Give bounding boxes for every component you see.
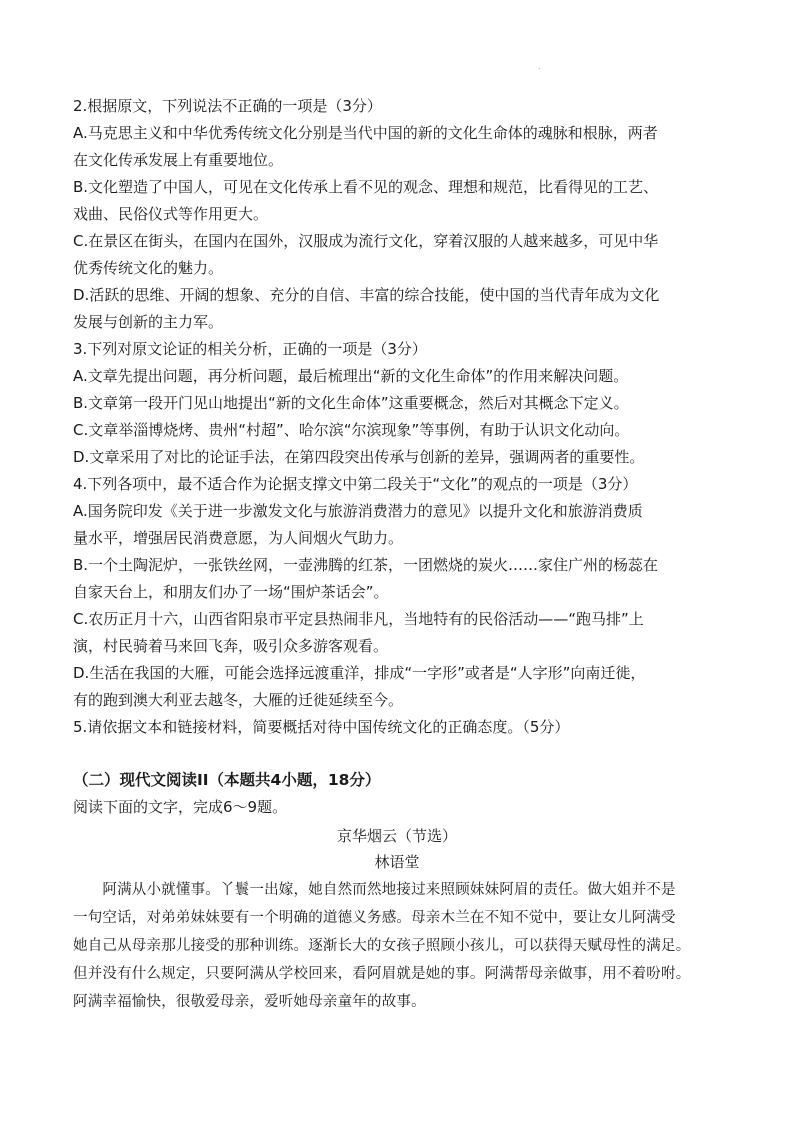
q4-option-b-line1: B.一个土陶泥炉，一张铁丝网，一壶沸腾的红茶，一团燃烧的炭火……家住广州的杨蕊在 bbox=[73, 556, 659, 574]
passage-title: 京华烟云（节选） bbox=[336, 827, 457, 845]
instruction: 阅读下面的文字，完成6～9题。 bbox=[73, 798, 288, 816]
q2-option-b-line1: B.文化塑造了中国人，可见在文化传承上看不见的观念、理想和规范，比看得见的工艺、 bbox=[73, 178, 659, 196]
top-mark: . bbox=[538, 62, 541, 71]
q4-option-b-line2: 自家天台上，和朋友们办了一场“围炉茶话会”。 bbox=[73, 583, 389, 601]
q2-option-d-line1: D.活跃的思维、开阔的想象、充分的自信、丰富的综合技能，使中国的当代青年成为文化 bbox=[73, 286, 660, 304]
passage-line-3: 她自己从母亲那儿接受的那种训练。逐渐长大的女孩子照顾小孩儿，可以获得天赋母性的满足。 bbox=[73, 938, 691, 954]
question-4-stem: 4.下列各项中，最不适合作为论据支撑文中第二段关于“文化”的观点的一项是（3分） bbox=[73, 475, 638, 493]
q3-option-b: B.文章第一段开门见山地提出“新的文化生命体”这重要概念，然后对其概念下定义。 bbox=[73, 394, 629, 412]
q2-option-c-line1: C.在景区在街头，在国内在国外，汉服成为流行文化，穿着汉服的人越来越多，可见中华 bbox=[73, 232, 659, 250]
q3-option-a: A.文章先提出问题，再分析问题，最后梳理出“新的文化生命体”的作用来解决问题。 bbox=[73, 367, 629, 385]
question-3-stem: 3.下列对原文论证的相关分析，正确的一项是（3分） bbox=[73, 340, 427, 358]
passage-line-1: 阿满从小就懂事。丫鬟一出嫁，她自然而然地接过来照顾妹妹阿眉的责任。做大姐并不是 bbox=[73, 882, 676, 898]
section-heading: （二）现代文阅读II（本题共4小题，18分） bbox=[73, 771, 381, 789]
q2-option-d-line2: 发展与创新的主力军。 bbox=[73, 313, 224, 331]
q4-option-a-line2: 量水平，增强居民消费意愿，为人间烟火气助力。 bbox=[73, 529, 404, 547]
passage-line-2: 一句空话，对弟弟妹妹要有一个明确的道德义务感。母亲木兰在不知不觉中，要让女儿阿满受 bbox=[73, 910, 676, 926]
q4-option-d-line2: 有的跑到澳大利亚去越冬，大雁的迁徙延续至今。 bbox=[73, 691, 404, 709]
q4-option-a-line1: A.国务院印发《关于进一步激发文化与旅游消费潜力的意见》以提升文化和旅游消费质 bbox=[73, 502, 643, 520]
passage-line-5: 阿满幸福愉快，很敬爱母亲，爱听她母亲童年的故事。 bbox=[73, 994, 426, 1010]
q4-option-c-line1: C.农历正月十六，山西省阳泉市平定县热闹非凡，当地特有的民俗活动——“跑马排”上 bbox=[73, 610, 644, 628]
q3-option-c: C.文章举淄博烧烤、贵州“村超”、哈尔滨“尔滨现象”等事例，有助于认识文化动向。 bbox=[73, 421, 630, 439]
passage-line-4: 但并没有什么规定，只要阿满从学校回来，看阿眉就是她的事。阿满帮母亲做事，用不着吩咐。 bbox=[73, 966, 691, 982]
q2-option-b-line2: 戏曲、民俗仪式等作用更大。 bbox=[73, 205, 269, 223]
passage-author: 林语堂 bbox=[374, 853, 420, 871]
question-2-stem: 2.根据原文，下列说法不正确的一项是（3分） bbox=[73, 97, 382, 115]
q2-option-c-line2: 优秀传统文化的魅力。 bbox=[73, 259, 224, 277]
q2-option-a-line2: 在文化传承发展上有重要地位。 bbox=[73, 151, 284, 169]
q2-option-a-line1: A.马克思主义和中华优秀传统文化分别是当代中国的新的文化生命体的魂脉和根脉，两者 bbox=[73, 124, 658, 142]
question-5-stem: 5.请依据文本和链接材料，简要概括对待中国传统文化的正确态度。（5分） bbox=[73, 718, 570, 736]
q4-option-c-line2: 演，村民骑着马来回飞奔，吸引众多游客观看。 bbox=[73, 637, 389, 655]
q4-option-d-line1: D.生活在我国的大雁，可能会选择远渡重洋，排成“一字形”或者是“人字形”向南迁徙， bbox=[73, 664, 646, 682]
q3-option-d: D.文章采用了对比的论证手法，在第四段突出传承与创新的差异，强调两者的重要性。 bbox=[73, 448, 645, 466]
